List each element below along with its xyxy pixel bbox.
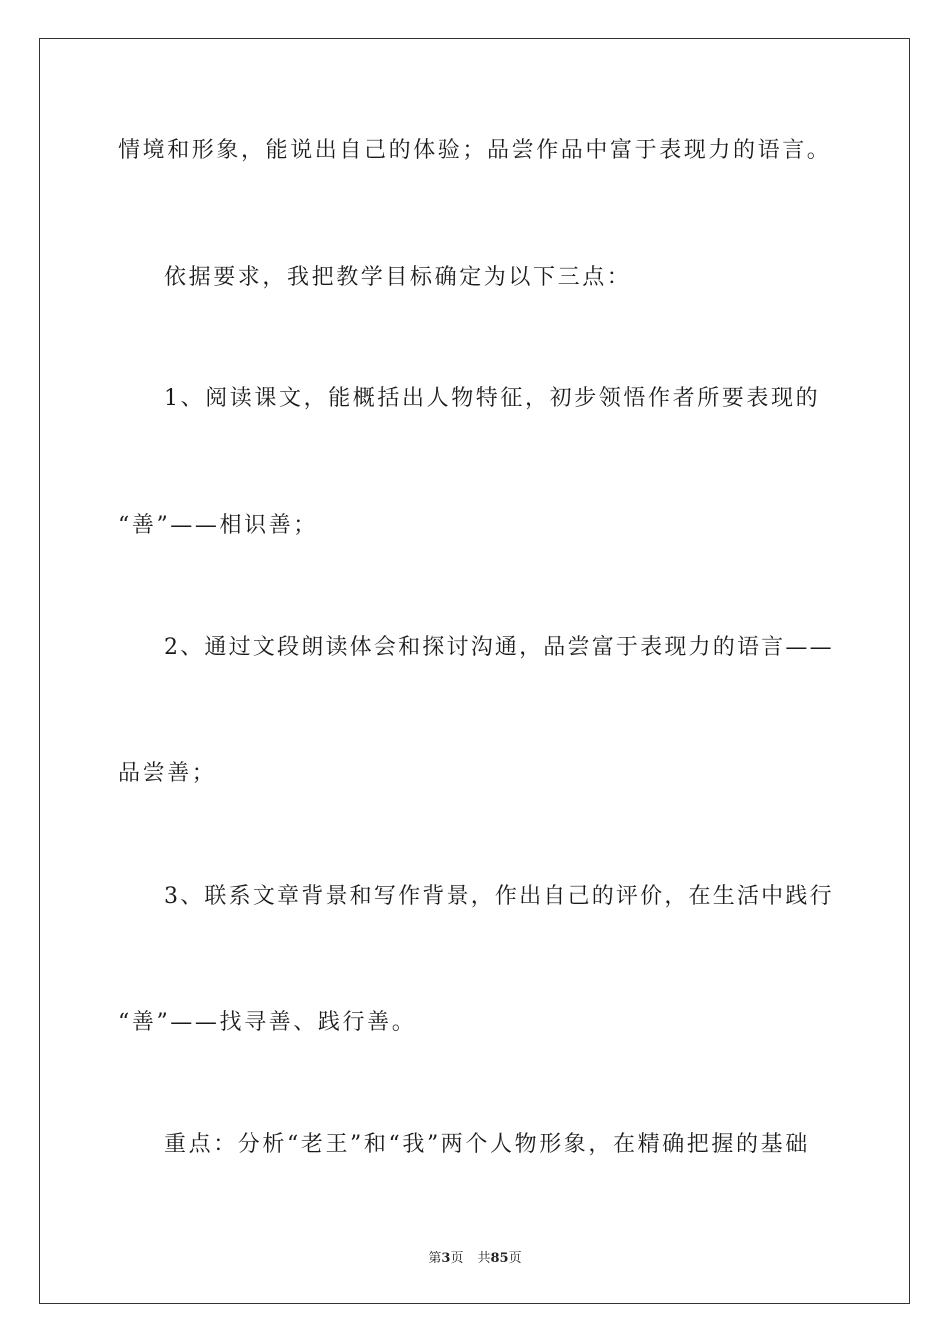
body-line-8: “善”——找寻善、践行善。 (118, 1010, 417, 1035)
body-line-2: 依据要求，我把教学目标确定为以下三点： (164, 265, 632, 290)
body-line-4: “善”——相识善； (118, 513, 318, 538)
body-line-1: 情境和形象，能说出自己的体验；品尝作品中富于表现力的语言。 (118, 138, 832, 163)
body-line-6: 品尝善； (118, 761, 217, 786)
body-line-9: 重点：分析“老王”和“我”两个人物形象，在精确把握的基础 (164, 1132, 810, 1157)
footer-page-prefix: 第 (428, 1251, 442, 1266)
footer-total-suffix: 页 (508, 1251, 522, 1266)
body-line-5: 2、通过文段朗读体会和探讨沟通，品尝富于表现力的语言—— (164, 635, 834, 660)
footer-total-prefix: 共 (477, 1251, 491, 1266)
footer-total-pages: 85 (490, 1251, 509, 1266)
body-line-3: 1、阅读课文，能概括出人物特征，初步领悟作者所要表现的 (164, 386, 821, 411)
page-border (39, 38, 910, 1304)
footer-page-suffix: 页 (450, 1251, 464, 1266)
body-line-7: 3、联系文章背景和写作背景，作出自己的评价，在生活中践行 (164, 884, 834, 909)
page-footer (0, 1247, 950, 1266)
footer-page-number: 3 (441, 1251, 451, 1266)
